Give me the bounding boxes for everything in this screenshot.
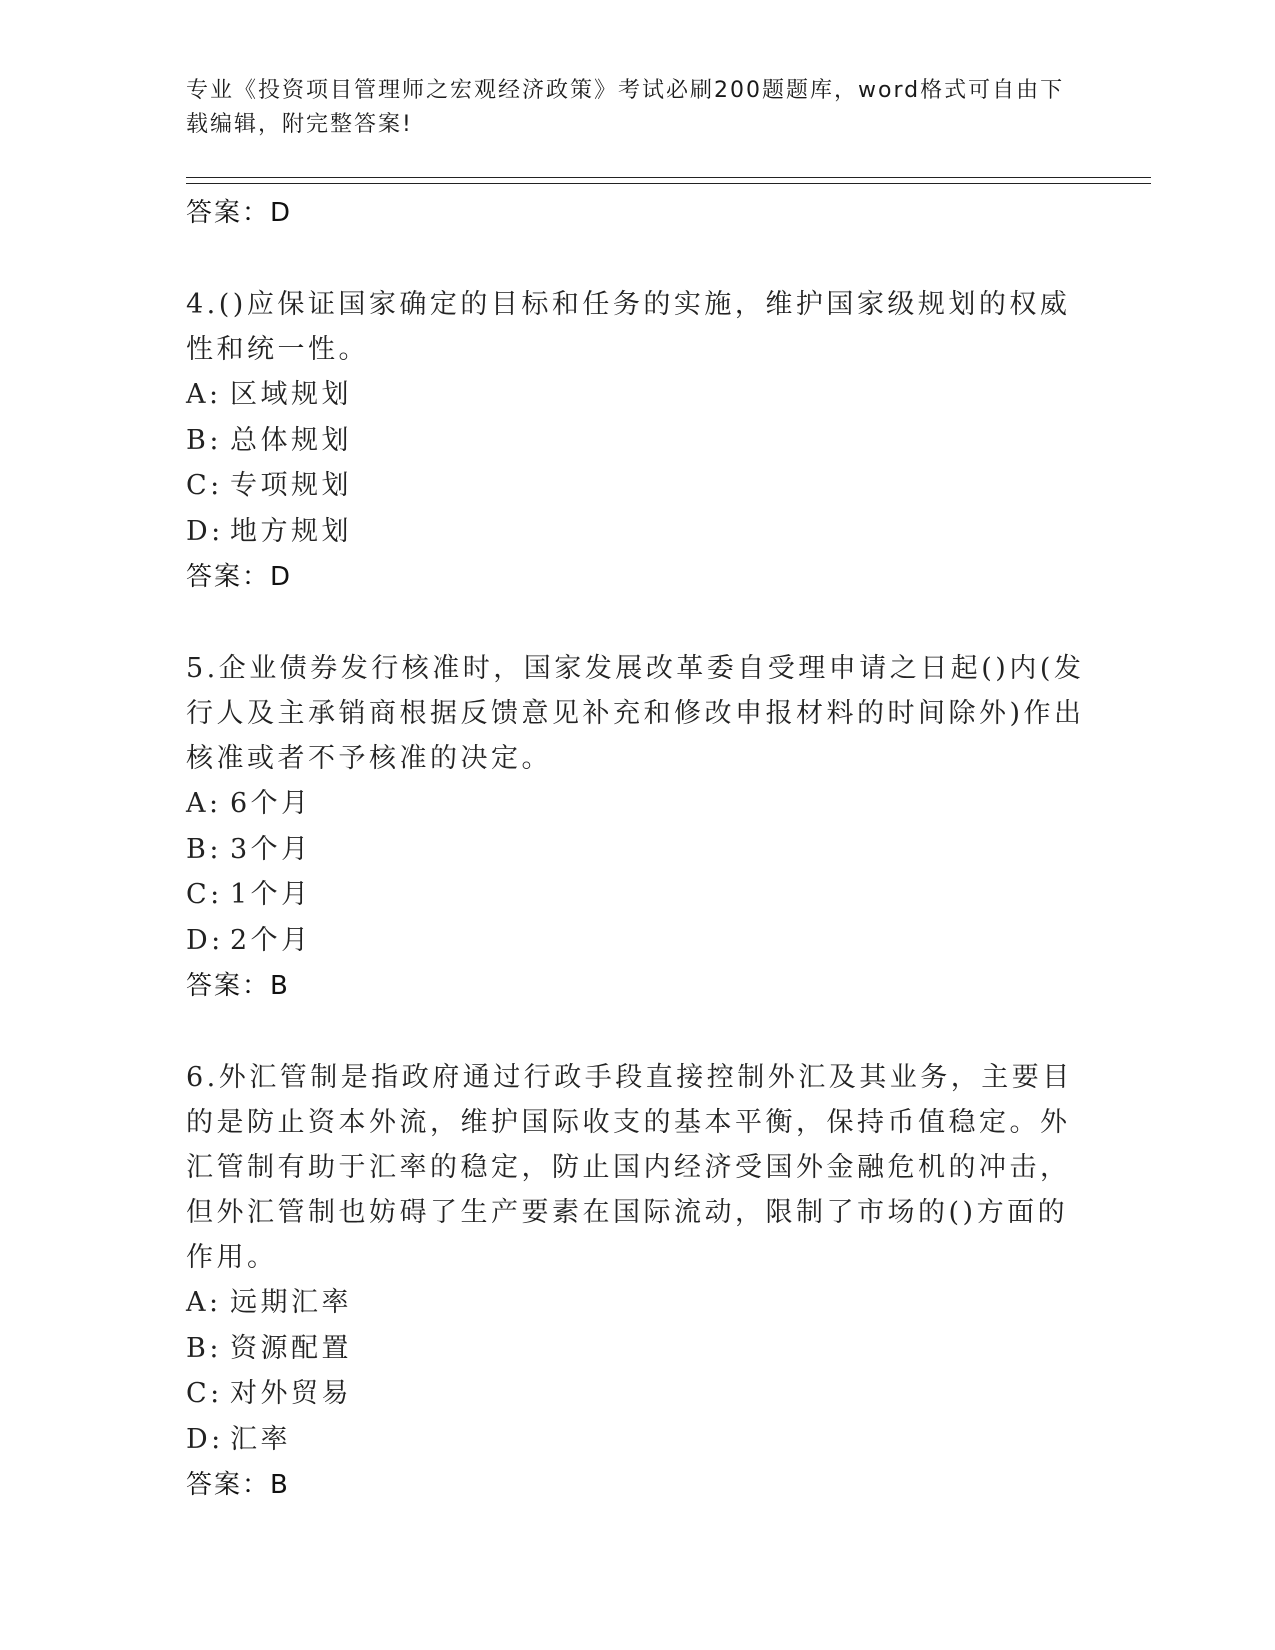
option-letter: C: <box>186 470 223 501</box>
question-stem: 4.()应保证国家确定的目标和任务的实施，维护国家级规划的权威性和统一性。 <box>186 289 1071 365</box>
question-5 <box>186 646 1086 1009</box>
option-b <box>186 418 1086 464</box>
question-4 <box>186 282 1086 600</box>
option-b <box>186 1326 1086 1372</box>
previous-question-answer: 答案：D <box>186 198 293 228</box>
option-text: 总体规划 <box>230 424 352 456</box>
option-letter: B: <box>186 424 222 456</box>
option-a <box>186 372 1086 418</box>
option-c <box>186 1371 1086 1417</box>
option-letter: A: <box>186 788 222 819</box>
option-d <box>186 918 1086 964</box>
option-letter: C: <box>186 1378 223 1409</box>
option-letter: B: <box>186 833 222 865</box>
header-divider <box>186 177 1151 184</box>
option-text: 远期汇率 <box>230 1287 352 1318</box>
option-letter: D: <box>186 1423 224 1455</box>
question-answer: 答案：B <box>186 971 290 1001</box>
option-letter: D: <box>186 515 224 547</box>
question-list <box>186 190 1086 1508</box>
option-d <box>186 1417 1086 1463</box>
page-header: 专业《投资项目管理师之宏观经济政策》考试必刷200题题库，word格式可自由下载编辑，附完整答案! <box>186 78 1065 137</box>
option-a <box>186 1280 1086 1326</box>
option-letter: D: <box>186 924 224 956</box>
option-d <box>186 509 1086 555</box>
question-stem: 6.外汇管制是指政府通过行政手段直接控制外汇及其业务，主要目的是防止资本外流，维护国际收支的基本平衡，保持币值稳定。外汇管制有助于汇率的稳定，防止国内经济受国外金融危机的冲击，但外汇管制也妨碍了生产要素在国际流动，限制了市场的()方面的作用。 <box>186 1062 1073 1273</box>
option-text: 区域规划 <box>230 379 352 410</box>
option-c <box>186 463 1086 509</box>
option-b <box>186 827 1086 873</box>
option-text: 6个月 <box>230 788 312 819</box>
option-letter: B: <box>186 1332 222 1364</box>
option-c <box>186 872 1086 918</box>
option-a <box>186 781 1086 827</box>
option-text: 对外贸易 <box>230 1378 352 1409</box>
option-text: 地方规划 <box>230 515 352 547</box>
option-text: 汇率 <box>230 1423 291 1455</box>
option-letter: A: <box>186 379 222 410</box>
question-answer: 答案：B <box>186 1470 290 1500</box>
option-text: 专项规划 <box>230 470 352 501</box>
option-text: 1个月 <box>230 879 312 910</box>
question-stem: 5.企业债券发行核准时，国家发展改革委自受理申请之日起()内(发行人及主承销商根据反馈意见补充和修改申报材料的时间除外)作出核准或者不予核准的决定。 <box>186 653 1085 774</box>
option-text: 2个月 <box>230 924 312 956</box>
option-letter: A: <box>186 1287 222 1318</box>
option-text: 资源配置 <box>230 1332 352 1364</box>
question-6 <box>186 1055 1086 1508</box>
option-letter: C: <box>186 879 223 910</box>
question-answer: 答案：D <box>186 562 293 592</box>
option-text: 3个月 <box>230 833 312 865</box>
